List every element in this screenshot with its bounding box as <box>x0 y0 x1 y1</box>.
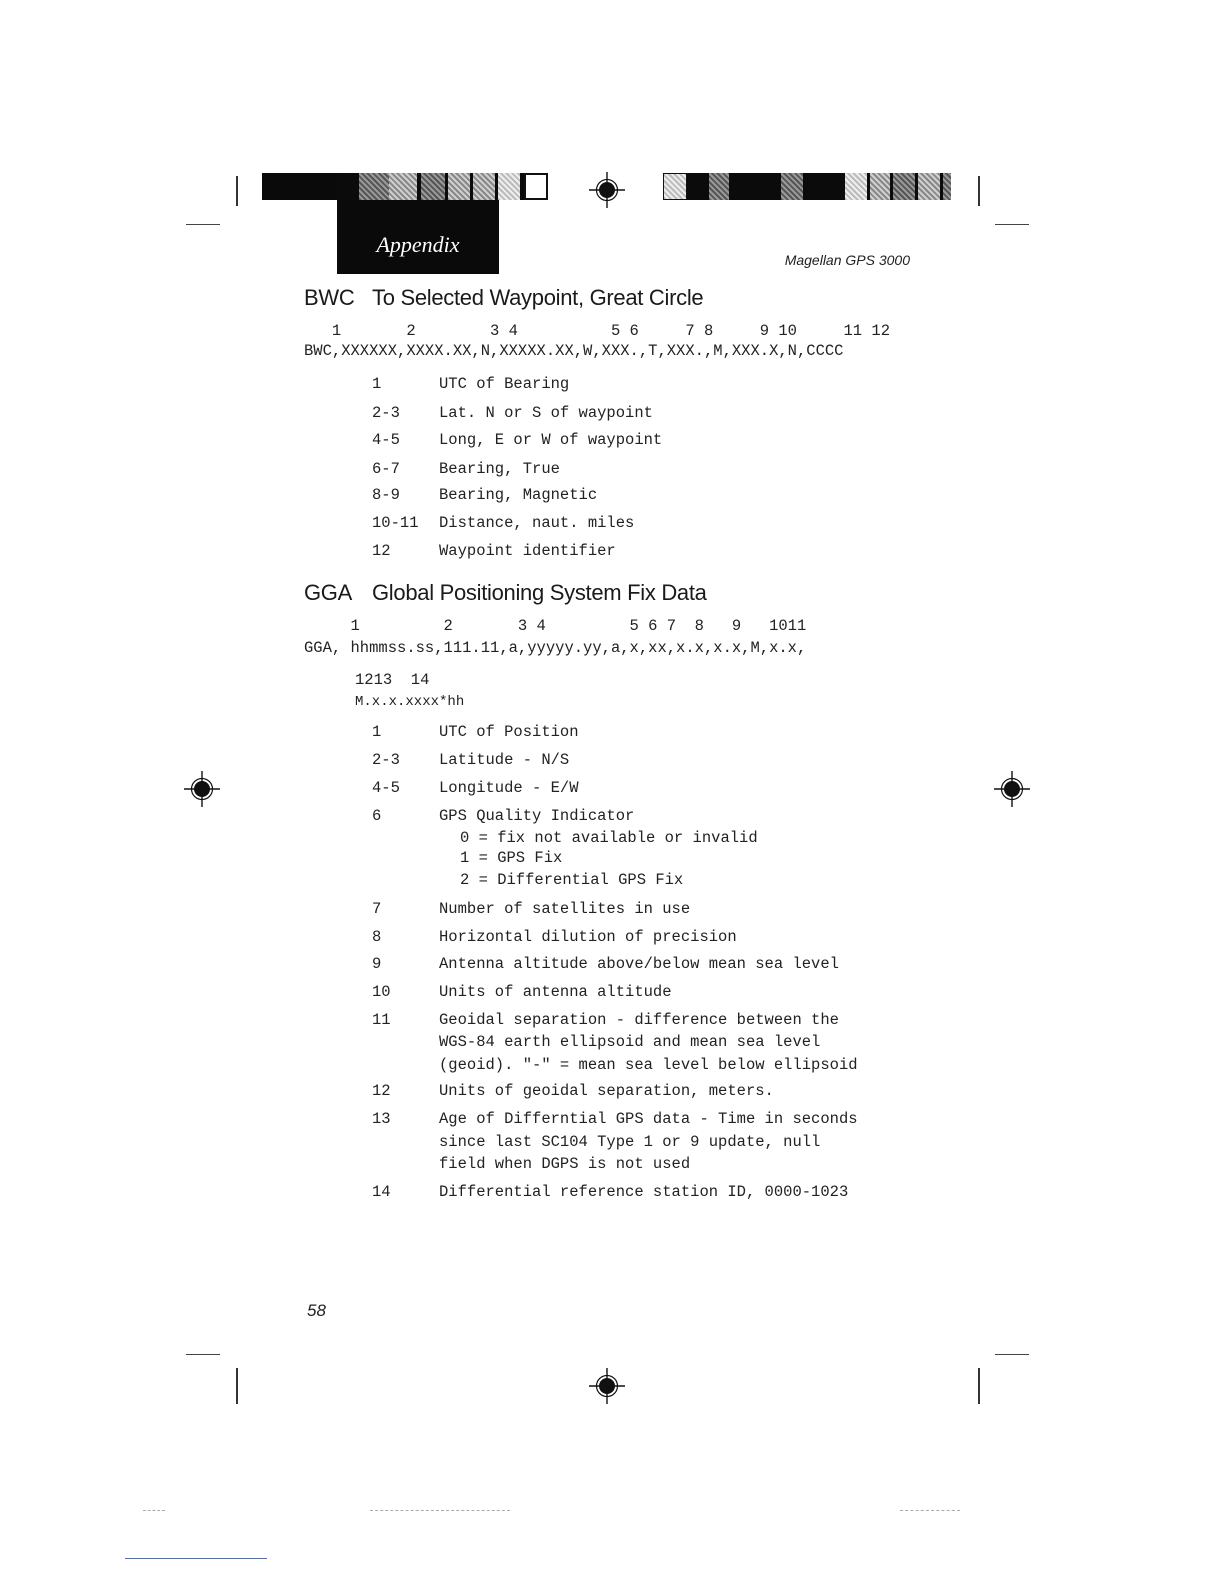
gga-heading <box>304 580 707 606</box>
quality-option: 2 = Differential GPS Fix <box>460 871 684 889</box>
bwc-title: To Selected Waypoint, Great Circle <box>372 285 704 310</box>
bwc-heading <box>304 285 703 311</box>
field-number: 10 <box>372 983 391 1001</box>
gga-code: GGA <box>304 580 352 605</box>
field-description-cont: field when DGPS is not used <box>439 1155 691 1173</box>
field-number: 7 <box>372 900 382 918</box>
field-description: Lat. N or S of waypoint <box>439 404 653 422</box>
field-number: 12 <box>372 1082 391 1100</box>
field-number: 6 <box>372 807 382 825</box>
quality-option: 0 = fix not available or invalid <box>460 829 758 847</box>
field-description: Differential reference station ID, 0000-1023 <box>439 1183 849 1201</box>
field-number: 9 <box>372 955 382 973</box>
gga-field-indices-cont: 1213 14 <box>355 671 430 689</box>
running-head: Magellan GPS 3000 <box>784 252 910 268</box>
field-number: 13 <box>372 1110 391 1128</box>
field-number: 10-11 <box>372 514 419 532</box>
quality-option: 1 = GPS Fix <box>460 849 563 867</box>
field-description: Waypoint identifier <box>439 542 616 560</box>
crop-mark-top-right-h <box>995 224 1029 225</box>
field-description: Number of satellites in use <box>439 900 691 918</box>
field-description: Units of geoidal separation, meters. <box>439 1082 774 1100</box>
field-description: UTC of Bearing <box>439 375 570 393</box>
field-number: 8 <box>372 928 382 946</box>
field-description: Bearing, True <box>439 460 560 478</box>
field-description: Units of antenna altitude <box>439 983 672 1001</box>
field-description: UTC of Position <box>439 723 579 741</box>
page-number: 58 <box>307 1301 326 1320</box>
scan-artifact <box>143 1510 165 1512</box>
crop-mark-top-right <box>978 176 980 206</box>
scan-artifact <box>900 1510 960 1512</box>
field-number: 8-9 <box>372 486 400 504</box>
crop-mark-bottom-left-h <box>186 1354 220 1355</box>
field-description: GPS Quality Indicator <box>439 807 635 825</box>
bwc-field-indices: 1 2 3 4 5 6 7 8 9 10 11 12 <box>304 322 890 340</box>
gga-sentence-format: GGA, hhmmss.ss,111.11,a,yyyyy.yy,a,x,xx,x.x,x.x,M,x.x, <box>304 639 807 657</box>
header-bar-right <box>663 173 951 200</box>
crop-mark-top-left-h <box>186 224 220 225</box>
header-bar-left-block <box>262 173 337 200</box>
field-number: 1 <box>372 723 382 741</box>
gga-sentence-format-cont: M.x.x.xxxx*hh <box>355 694 465 710</box>
field-description: Longitude - E/W <box>439 779 579 797</box>
field-number: 2-3 <box>372 751 400 769</box>
gga-title: Global Positioning System Fix Data <box>372 580 707 605</box>
field-description: Latitude - N/S <box>439 751 570 769</box>
field-description-cont: WGS-84 earth ellipsoid and mean sea level <box>439 1033 821 1051</box>
field-description: Age of Differntial GPS data - Time in seconds <box>439 1110 858 1128</box>
field-number: 2-3 <box>372 404 400 422</box>
field-number: 6-7 <box>372 460 400 478</box>
registration-mark-icon <box>587 170 627 210</box>
bwc-sentence-format: BWC,XXXXXX,XXXX.XX,N,XXXXX.XX,W,XXX.,T,XXX.,M,XXX.X,N,CCCC <box>304 342 844 360</box>
field-description: Antenna altitude above/below mean sea level <box>439 955 839 973</box>
field-description-cont: (geoid). "-" = mean sea level below ellipsoid <box>439 1056 858 1074</box>
registration-mark-icon <box>992 769 1032 809</box>
field-description: Distance, naut. miles <box>439 514 635 532</box>
scan-artifact-line <box>125 1558 267 1559</box>
field-number: 4-5 <box>372 431 400 449</box>
field-description: Geoidal separation - difference between the <box>439 1011 839 1029</box>
bwc-code: BWC <box>304 285 355 310</box>
field-description: Horizontal dilution of precision <box>439 928 737 946</box>
field-number: 14 <box>372 1183 391 1201</box>
field-description-cont: since last SC104 Type 1 or 9 update, null <box>439 1133 821 1151</box>
crop-mark-bottom-right-h <box>995 1354 1029 1355</box>
field-number: 11 <box>372 1011 391 1029</box>
field-number: 12 <box>372 542 391 560</box>
field-description: Long, E or W of waypoint <box>439 431 663 449</box>
field-description: Bearing, Magnetic <box>439 486 598 504</box>
header-bar-left <box>337 173 548 200</box>
scan-artifact <box>370 1510 510 1512</box>
crop-mark-bottom-left <box>236 1368 238 1404</box>
registration-mark-icon <box>182 769 222 809</box>
appendix-tab-label: Appendix <box>376 232 460 257</box>
appendix-tab <box>337 200 499 274</box>
crop-mark-top-left <box>236 176 238 206</box>
gga-field-indices: 1 2 3 4 5 6 7 8 9 1011 <box>304 617 807 635</box>
registration-mark-icon <box>587 1366 627 1406</box>
field-number: 1 <box>372 375 382 393</box>
crop-mark-bottom-right <box>978 1368 980 1404</box>
field-number: 4-5 <box>372 779 400 797</box>
